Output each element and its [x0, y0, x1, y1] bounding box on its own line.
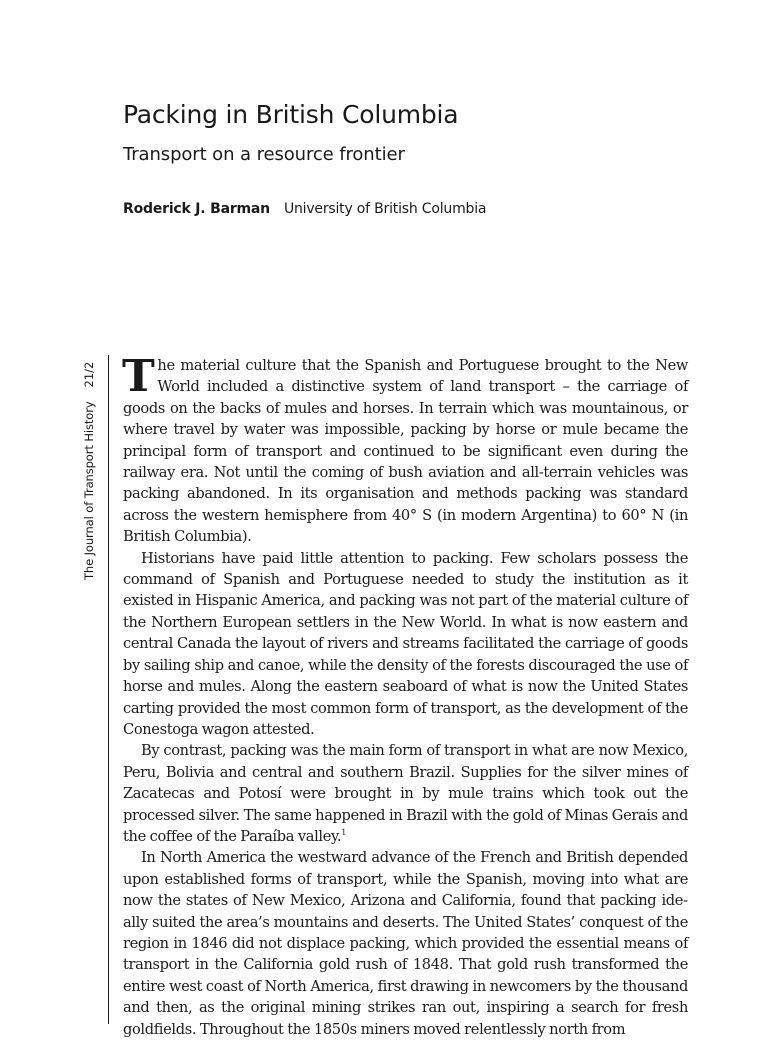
- article-subtitle: Transport on a resource frontier: [123, 144, 405, 165]
- running-head: [82, 362, 96, 580]
- issue-number: 21/2: [82, 361, 96, 388]
- paragraph-1-text: he material culture that the Spanish and Portuguese brought to the New World included a distinctive system of land transport – the carriage of goods on the backs of mules and horses. In terrain which was mountainous, or where travel by water was impossible, packing by horse or mule became the principal form of transport and continued to be significant even during the railway era. Not until the coming of bush aviation and all-terrain vehicles was packing abandoned. In its organisation and methods packing was standard across the western hemisphere from 40° S (in modern Argentina) to 60° N (in British Columbia).: [123, 357, 688, 546]
- author-affiliation: University of British Columbia: [283, 201, 487, 217]
- author-name: Roderick J. Barman: [123, 201, 270, 217]
- article-body: [122, 351, 688, 1040]
- paragraph-4: In North America the westward advance of the French and British depended upon established forms of transport, while the Spanish, moving into what are now the states of New Mexico, Arizona and California, found that packing ideally suited the area’s mountains and deserts. The United States’ conquest of the region in 1846 did not displace packing, which provided the essential means of transport in the California gold rush of 1848. That gold rush transformed the entire west coast of North America, first drawing in newcomers by the thousand and then, as the original mining strikes ran out, inspiring a search for fresh goldfields. Throughout the 1850s miners moved relentlessly north from: [123, 849, 688, 1038]
- paragraph-3-text: By contrast, packing was the main form of transport in what are now Mexico, Peru, Bolivia and central and southern Brazil. Supplies for the silver mines of Zacatecas and Potosí were brought in by mule trains which took out the processed silver. The same happened in Brazil with the gold of Minas Gerais and the coffee of the Paraíba valley.: [123, 742, 688, 845]
- journal-sidebar: [80, 350, 100, 1024]
- journal-name: The Journal of Transport History: [82, 401, 96, 580]
- footnote-ref[interactable]: 1: [341, 828, 347, 838]
- article-title: Packing in British Columbia: [123, 100, 459, 129]
- byline: [123, 199, 486, 219]
- paragraph-2: Historians have paid little attention to packing. Few scholars possess the command of Spanish and Portuguese needed to study the institution as it existed in Hispanic America, and packing was not part of the material culture of the Northern European settlers in the New World. In what is now eastern and central Canada the layout of rivers and streams facilitated the carriage of goods by sailing ship and canoe, while the density of the forests discouraged the use of horse and mules. Along the eastern seaboard of what is now the United States carting provided the most common form of transport, as the development of the Conestoga wagon attested.: [123, 549, 688, 738]
- sidebar-rule: [108, 355, 109, 1024]
- paragraph-3: [123, 740, 688, 847]
- drop-cap: T: [122, 351, 155, 402]
- paragraph-1: [122, 351, 688, 548]
